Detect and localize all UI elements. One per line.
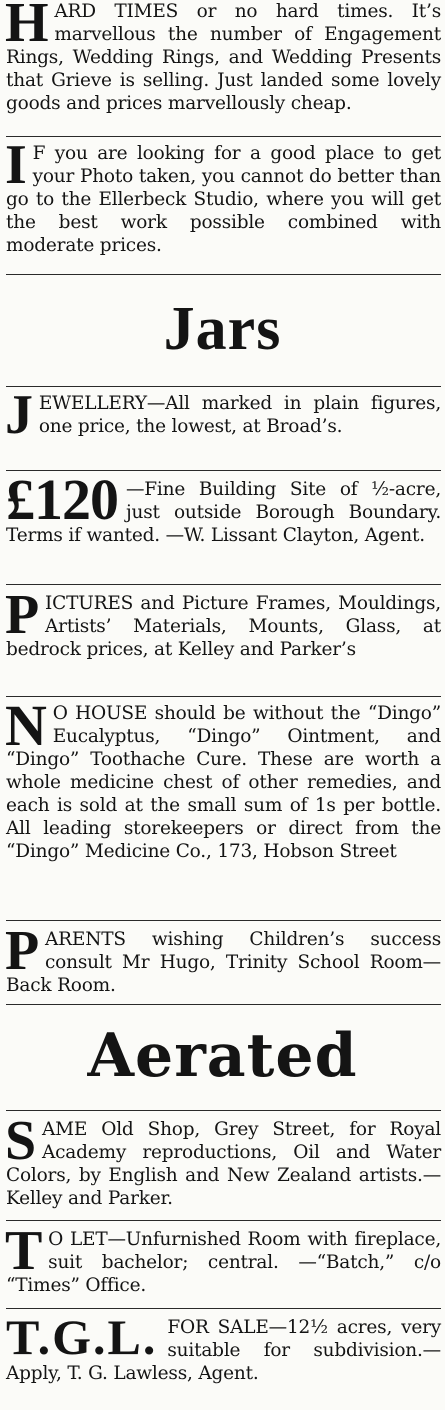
- ad-same-shop: [5, 1110, 441, 1210]
- ad-body: EWELLERY—All marked in plain figures, one price, the lowest, at Broad’s.: [38, 393, 441, 437]
- ad-tgl-text: [6, 1309, 441, 1385]
- dropcap: I: [5, 134, 27, 196]
- ad-photo-studio: [5, 134, 441, 257]
- dropcap: S: [5, 1110, 36, 1172]
- ad-body: O LET—Unfurnished Room with fireplace, suit bachelor; central. —“Batch,” c/o “Times” Office.: [6, 1229, 441, 1296]
- ad-same-shop-text: [5, 1110, 441, 1210]
- ad-pictures-text: [5, 584, 441, 661]
- divider: [6, 1110, 441, 1111]
- ad-jewellery-text: [5, 384, 441, 446]
- ad-body: ICTURES and Picture Frames, Mouldings, Artists’ Materials, Mounts, Glass, at bedrock prices, at Kelley and Parker’s: [6, 593, 441, 660]
- ad-parents: [5, 920, 441, 997]
- ad-to-let-text: [5, 1220, 441, 1297]
- heading-aerated: Aerated: [87, 1021, 358, 1091]
- ad-body: AME Old Shop, Grey Street, for Royal Academy reproductions, Oil and Water Colors, by English and New Zealand artists.—Kelley and Parker.: [6, 1119, 441, 1209]
- divider: [6, 696, 441, 697]
- dropcap: H: [5, 0, 49, 54]
- dropcap: T: [5, 1220, 43, 1282]
- divider: [6, 1004, 441, 1005]
- ad-body: —Fine Building Site of ½-acre, just outside Borough Boundary. Terms if wanted. —W. Lissant Clayton, Agent.: [6, 479, 441, 546]
- divider: [6, 584, 441, 585]
- divider: [6, 386, 441, 387]
- ad-body: F you are looking for a good place to get your Photo taken, you cannot do better than go to the Ellerbeck Studio, where you will get the best work possible combined with moderate prices.: [6, 143, 441, 256]
- dropcap: J: [5, 384, 33, 446]
- ad-body: O HOUSE should be without the “Dingo” Eucalyptus, “Dingo” Ointment, and “Dingo” Toothache Cure. These are worth a whole medicine chest of other remedies, and each is sold at the small sum of 1s per bottle. All leading storekeepers or direct from the “Dingo” Medicine Co., 173, Hobson Street: [6, 703, 441, 862]
- price: £120: [6, 467, 118, 532]
- ad-body: ARENTS wishing Children’s success consult Mr Hugo, Trinity School Room—Back Room.: [6, 929, 441, 996]
- ad-body: ARD TIMES or no hard times. It’s marvellous the number of Engagement Rings, Wedding Rings, and Wedding Presents that Grieve is selling. Just landed some lovely goods and prices marvellously cheap.: [6, 1, 441, 114]
- ad-to-let: [5, 1220, 441, 1297]
- ad-parents-text: [5, 920, 441, 997]
- divider: [6, 920, 441, 921]
- ad-dingo-text: [5, 693, 441, 863]
- heading-jars: Jars: [163, 295, 282, 363]
- dropcap: P: [5, 584, 40, 646]
- ad-body: FOR SALE—12½ acres, very suitable for subdivision.—Apply, T. G. Lawless, Agent.: [6, 1317, 441, 1384]
- dropcap: N: [5, 693, 47, 758]
- ad-photo-text: [5, 134, 441, 257]
- ad-building-site-text: [6, 467, 441, 547]
- ad-jewellery: [5, 384, 441, 446]
- initials: T.G.L.: [6, 1309, 158, 1365]
- ad-building-site: [6, 467, 441, 547]
- divider: [6, 136, 441, 137]
- ad-hard-times: [6, 0, 441, 115]
- ad-dingo: [5, 693, 441, 863]
- divider: [6, 274, 441, 275]
- ad-pictures: [5, 584, 441, 661]
- ad-hard-times-text: [6, 0, 441, 115]
- ad-tgl: [6, 1309, 441, 1385]
- divider: [6, 1220, 441, 1221]
- dropcap: P: [5, 920, 40, 982]
